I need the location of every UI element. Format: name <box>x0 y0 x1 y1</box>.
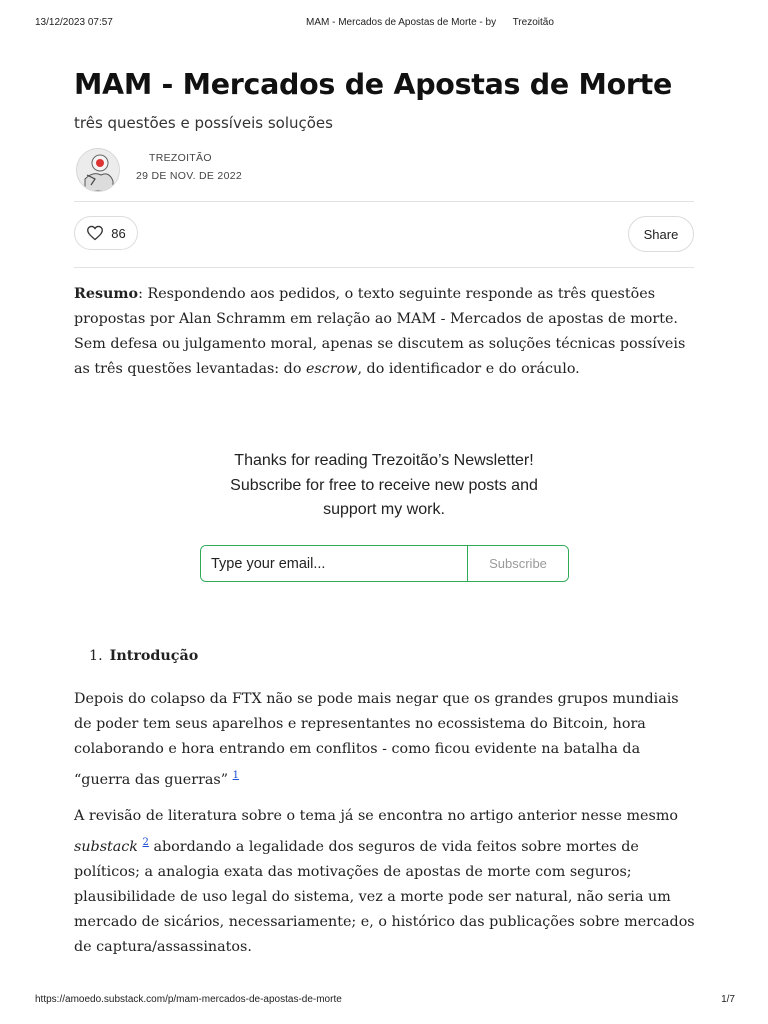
summary-italic: escrow <box>305 361 358 377</box>
review-text-end: abordando a legalidade dos seguros de vida feitos sobre mortes de políticos; a analogia exata das motivações de apostas de morte com seguros; plausibilidade de uso legal do sistema, vez a morte pode ser natural, não seria um mercado de sicários, necessariamente; e, o histórico das publicações sobre mercados de captura/assassinatos. <box>74 838 695 955</box>
footnote-link-2[interactable]: 2 <box>142 837 149 848</box>
footnote-link-1[interactable]: 1 <box>232 770 240 781</box>
like-button[interactable] <box>74 216 138 250</box>
review-paragraph <box>74 804 698 960</box>
newsletter-line-2: Subscribe for free to receive new posts and <box>230 476 538 494</box>
review-italic: substack <box>74 838 138 855</box>
like-count: 86 <box>111 225 126 241</box>
post-title: MAM - Mercados de Apostas de Morte <box>74 68 672 101</box>
heart-icon <box>86 225 104 241</box>
publish-date: 29 DE NOV. DE 2022 <box>136 170 242 182</box>
subscribe-form <box>200 545 569 582</box>
section-number: 1. <box>89 648 103 664</box>
newsletter-text <box>200 449 568 523</box>
subscribe-button[interactable]: Subscribe <box>468 546 568 581</box>
print-url: https://amoedo.substack.com/p/mam-mercados-de-apostas-de-morte <box>35 994 342 1005</box>
newsletter-line-1: Thanks for reading Trezoitão’s Newsletter! <box>234 452 534 469</box>
section-title: Introdução <box>109 648 199 664</box>
section-heading <box>89 648 198 664</box>
print-title: MAM - Mercados de Apostas de Morte - by Trezoitão <box>306 17 554 28</box>
author-name[interactable]: TREZOITÃO <box>149 152 212 164</box>
summary-label: Resumo <box>74 286 139 302</box>
divider-top <box>74 201 694 202</box>
post-subtitle: três questões e possíveis soluções <box>74 114 333 132</box>
summary-text: : Respondendo aos pedidos, o texto seguinte responde as três questões propostas por Alan Schramm em relação ao MAM - Mercados de apostas de morte. Sem defesa ou julgamento moral, apenas se discutem as soluções técnicas possíveis as três questões levantadas: do <box>74 286 686 377</box>
intro-paragraph <box>74 687 698 793</box>
summary-paragraph <box>74 282 698 382</box>
newsletter-line-3: support my work. <box>323 501 445 518</box>
author-avatar[interactable] <box>76 148 120 192</box>
share-button[interactable]: Share <box>628 216 694 252</box>
email-input[interactable] <box>201 546 468 581</box>
avatar-image <box>77 149 119 191</box>
intro-text: Depois do colapso da FTX não se pode mais negar que os grandes grupos mundiais de poder tem seus aparelhos e representantes no ecossistema do Bitcoin, hora colaborando e hora entrando em conflitos - como ficou evidente na batalha da “guerra das guerras” <box>74 691 679 788</box>
summary-text-end: , do identificador e do oráculo. <box>357 361 580 377</box>
print-date: 13/12/2023 07:57 <box>35 17 113 28</box>
divider-bottom <box>74 267 694 268</box>
review-text: A revisão de literatura sobre o tema já se encontra no artigo anterior nesse mesmo <box>74 808 678 824</box>
page-number: 1/7 <box>721 994 735 1005</box>
